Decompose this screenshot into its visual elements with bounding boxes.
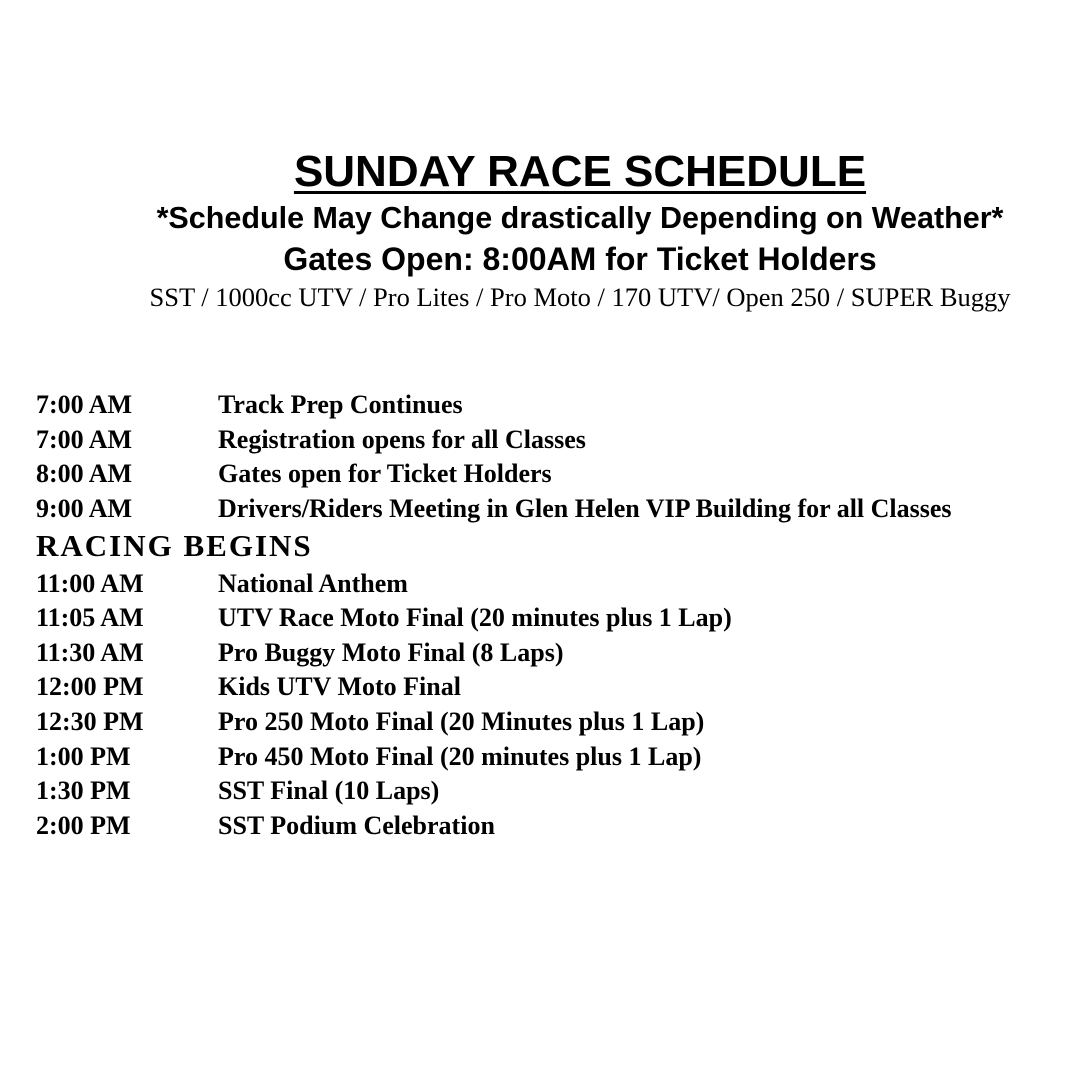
schedule-row (36, 739, 1076, 774)
schedule-event: Pro Buggy Moto Final (8 Laps) (218, 637, 564, 667)
schedule-time: 11:00 AM (36, 568, 144, 598)
schedule-event: National Anthem (218, 568, 408, 598)
class-list: SST / 1000cc UTV / Pro Lites / Pro Moto / 170 UTV/ Open 250 / SUPER Buggy (149, 282, 1011, 312)
weather-warning: *Schedule May Change drastically Depending on Weather* (156, 201, 1004, 235)
schedule-time: 9:00 AM (36, 494, 133, 524)
schedule-time: 11:05 AM (36, 603, 144, 633)
schedule-time: 7:00 AM (36, 424, 133, 454)
schedule-time: 2:00 PM (36, 810, 131, 840)
schedule-row (36, 492, 1076, 527)
schedule-row (36, 566, 1076, 601)
schedule-list (36, 388, 1076, 843)
schedule-event: Pro 450 Moto Final (20 minutes plus 1 Lap) (218, 741, 702, 771)
schedule-event: Registration opens for all Classes (218, 424, 586, 454)
schedule-event: UTV Race Moto Final (20 minutes plus 1 Lap) (218, 603, 732, 633)
schedule-time: 7:00 AM (36, 390, 133, 420)
schedule-event: Kids UTV Moto Final (218, 672, 461, 702)
schedule-row (36, 457, 1076, 492)
racing-begins-heading: RACING BEGINS (36, 528, 313, 564)
schedule-row (36, 636, 1076, 671)
schedule-row (36, 670, 1076, 705)
schedule-time: 11:30 AM (36, 637, 144, 667)
schedule-row (36, 601, 1076, 636)
schedule-time: 8:00 AM (36, 459, 133, 489)
schedule-row (36, 423, 1076, 458)
gates-open-notice: Gates Open: 8:00AM for Ticket Holders (283, 241, 877, 277)
schedule-event: Track Prep Continues (218, 390, 463, 420)
schedule-time: 1:00 PM (36, 741, 131, 771)
schedule-time: 12:00 PM (36, 672, 144, 702)
schedule-event: SST Podium Celebration (218, 810, 495, 840)
schedule-time: 12:30 PM (36, 707, 144, 737)
schedule-row (36, 774, 1076, 809)
schedule-event: Drivers/Riders Meeting in Glen Helen VIP Building for all Classes (218, 494, 952, 524)
schedule-row (36, 705, 1076, 740)
schedule-event: Gates open for Ticket Holders (218, 459, 552, 489)
schedule-event: SST Final (10 Laps) (218, 776, 440, 806)
schedule-event: Pro 250 Moto Final (20 Minutes plus 1 Lap) (218, 707, 705, 737)
schedule-row (36, 388, 1076, 423)
schedule-time: 1:30 PM (36, 776, 131, 806)
schedule-row (36, 809, 1076, 844)
page-title: SUNDAY RACE SCHEDULE (293, 147, 867, 196)
